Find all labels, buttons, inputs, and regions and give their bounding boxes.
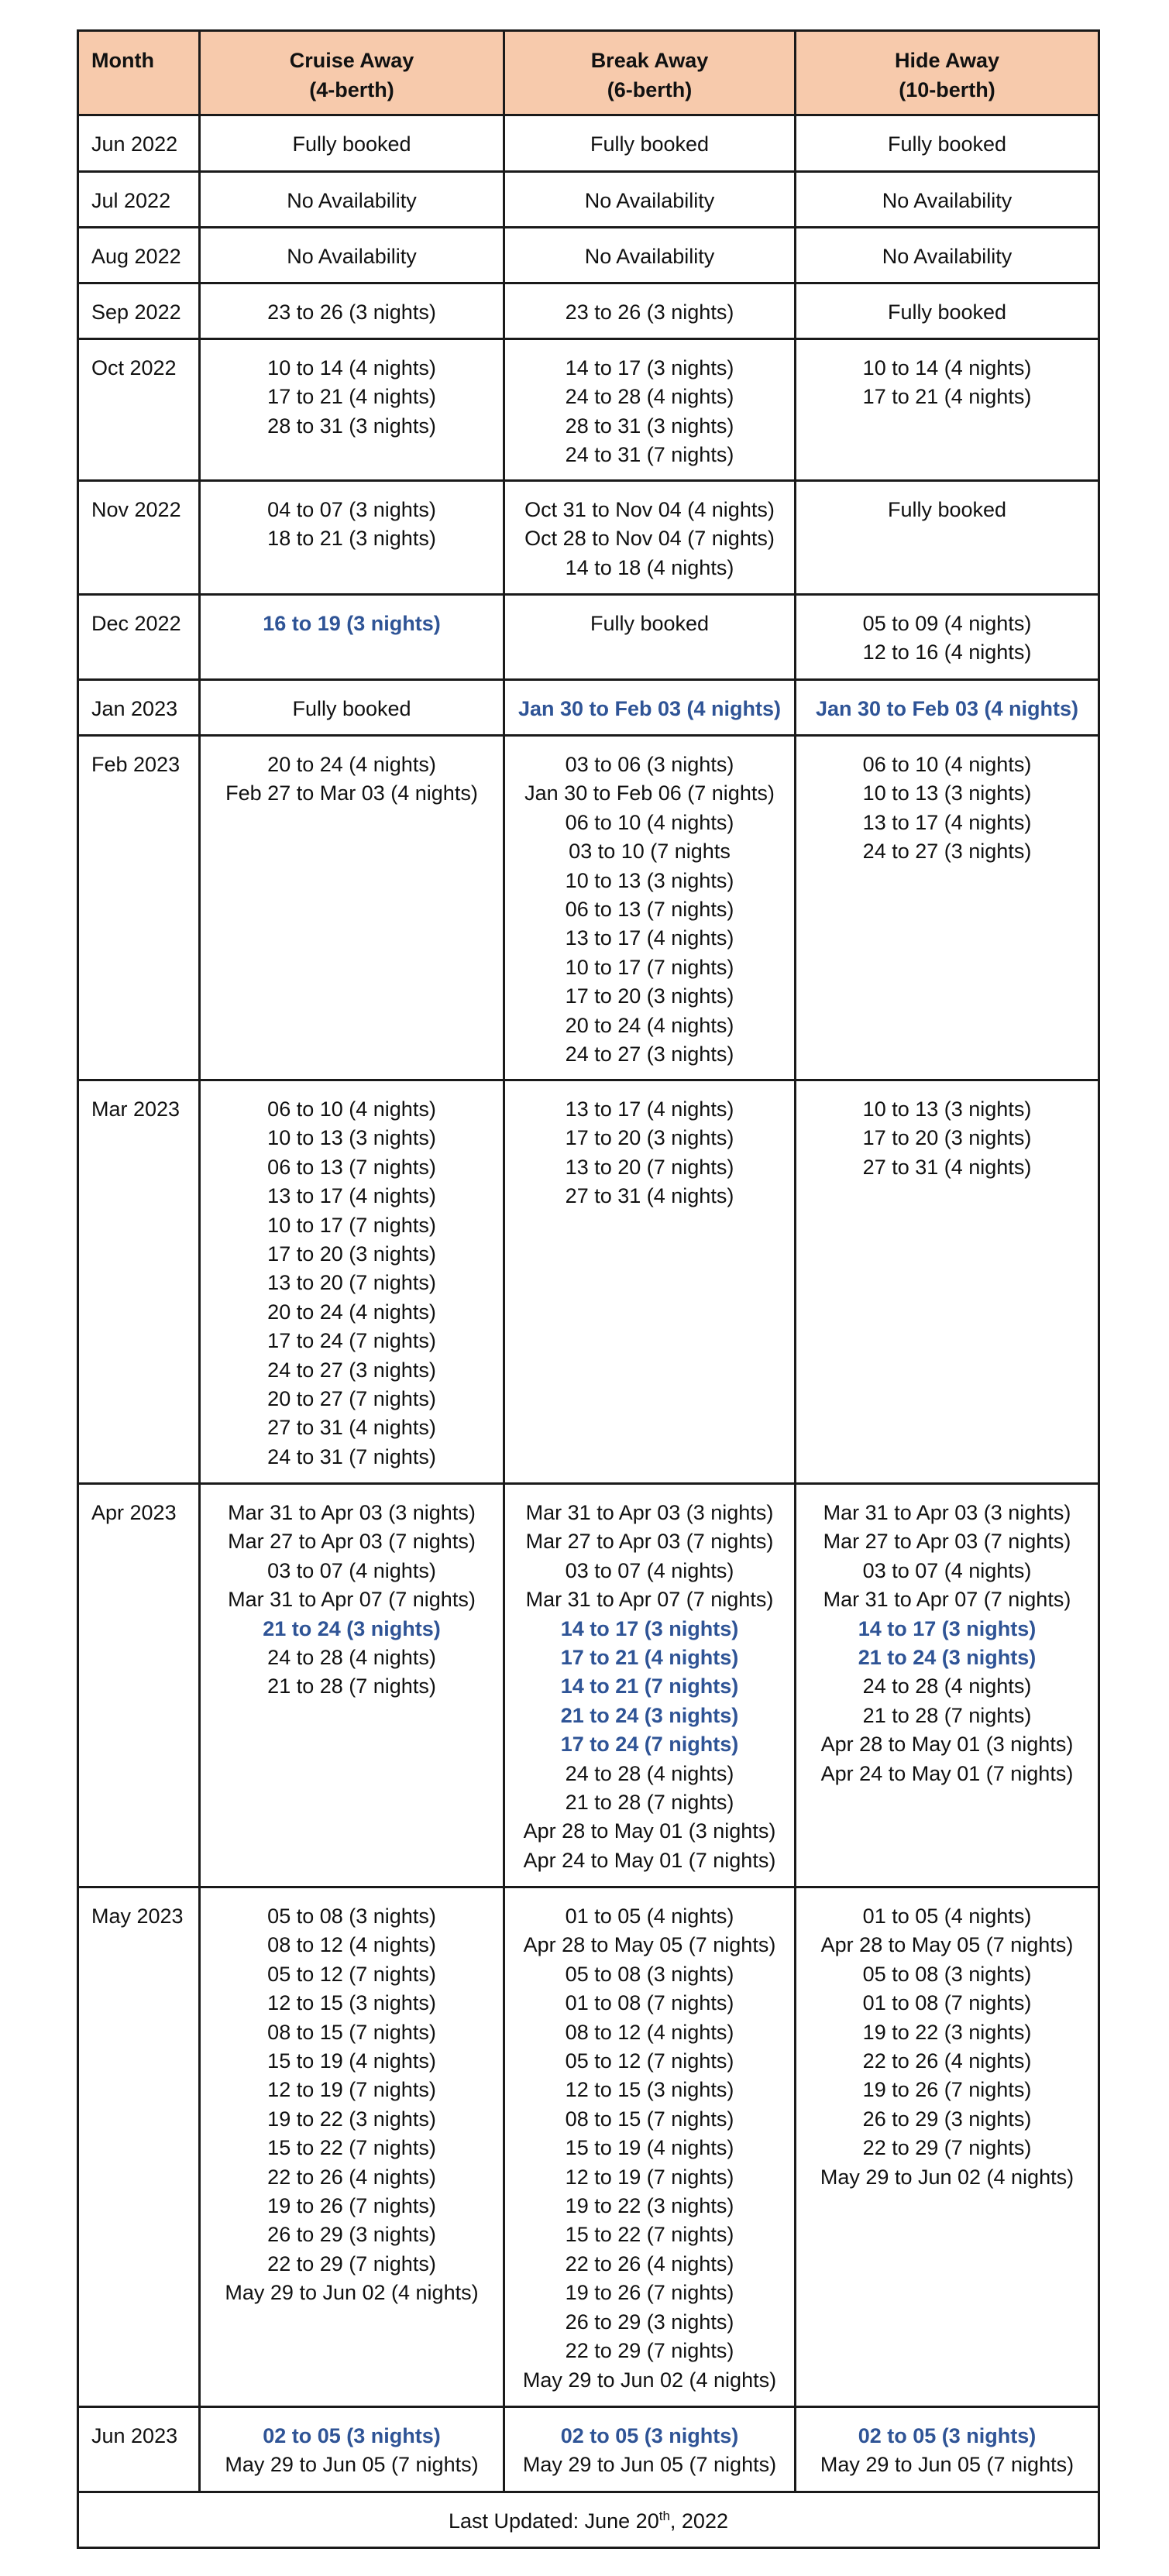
month-cell: Oct 2022 xyxy=(78,339,200,481)
table-body xyxy=(78,115,1099,2492)
availability-entry: 10 to 13 (3 nights) xyxy=(862,781,1032,805)
availability-entry: Mar 31 to Apr 03 (3 nights) xyxy=(525,1501,774,1524)
availability-entry: 05 to 12 (7 nights) xyxy=(267,1962,436,1986)
availability-entry: 08 to 15 (7 nights) xyxy=(565,2107,734,2131)
break-away-column-header xyxy=(504,31,796,115)
header-row xyxy=(78,31,1099,115)
availability-entry: 26 to 29 (3 nights) xyxy=(862,2107,1032,2131)
column-name: Cruise Away xyxy=(289,49,414,72)
availability-entry: Fully booked xyxy=(590,612,710,635)
hide-away-availability-cell xyxy=(796,228,1099,283)
highlighted-availability-entry: 02 to 05 (3 nights) xyxy=(263,2424,441,2447)
availability-entry: 03 to 10 (7 nights xyxy=(569,840,731,864)
availability-entry: Fully booked xyxy=(292,132,411,156)
month-cell: Feb 2023 xyxy=(78,736,200,1080)
highlighted-availability-entry: 17 to 24 (7 nights) xyxy=(560,1733,739,1757)
hide-away-availability-cell xyxy=(796,481,1099,595)
cruise-away-availability-cell xyxy=(200,2407,504,2492)
availability-entry: 22 to 26 (4 nights) xyxy=(862,2049,1032,2073)
availability-entry: May 29 to Jun 05 (7 nights) xyxy=(225,2453,479,2477)
availability-entry: Mar 27 to Apr 03 (7 nights) xyxy=(823,1530,1071,1554)
availability-entry: 05 to 09 (4 nights) xyxy=(862,612,1032,635)
break-away-availability-cell xyxy=(504,228,796,283)
availability-entry: 01 to 05 (4 nights) xyxy=(565,1905,734,1928)
column-name: Break Away xyxy=(590,49,709,72)
column-berth: (4-berth) xyxy=(309,78,394,101)
availability-entry: 06 to 13 (7 nights) xyxy=(267,1155,436,1179)
availability-entry: No Availability xyxy=(287,245,417,268)
last-updated xyxy=(78,2492,1099,2548)
availability-entry: 17 to 21 (4 nights) xyxy=(862,385,1032,409)
availability-entry: 27 to 31 (4 nights) xyxy=(862,1155,1032,1179)
table-row xyxy=(78,228,1099,283)
availability-entry: 19 to 26 (7 nights) xyxy=(862,2078,1032,2102)
availability-entry: 24 to 28 (4 nights) xyxy=(565,1761,734,1785)
availability-entry: 13 to 20 (7 nights) xyxy=(565,1155,734,1179)
availability-entry: 28 to 31 (3 nights) xyxy=(565,414,734,438)
availability-entry: 15 to 19 (4 nights) xyxy=(565,2136,734,2160)
month-cell: Jul 2022 xyxy=(78,172,200,228)
cruise-away-availability-cell xyxy=(200,115,504,172)
availability-entry: 21 to 28 (7 nights) xyxy=(267,1674,436,1698)
availability-entry: 01 to 05 (4 nights) xyxy=(862,1905,1032,1928)
availability-entry: 10 to 13 (3 nights) xyxy=(565,868,734,892)
break-away-availability-cell xyxy=(504,680,796,736)
availability-entry: 20 to 24 (4 nights) xyxy=(267,753,436,776)
month-cell: Aug 2022 xyxy=(78,228,200,283)
availability-entry: 03 to 07 (4 nights) xyxy=(565,1558,734,1582)
table-row xyxy=(78,1484,1099,1887)
hide-away-availability-cell xyxy=(796,339,1099,481)
availability-entry: 05 to 08 (3 nights) xyxy=(862,1962,1032,1986)
availability-entry: 27 to 31 (4 nights) xyxy=(267,1416,436,1440)
month-cell: Jun 2022 xyxy=(78,115,200,172)
availability-entry: 10 to 13 (3 nights) xyxy=(862,1097,1032,1121)
availability-entry: 08 to 12 (4 nights) xyxy=(565,2020,734,2044)
availability-entry: 06 to 10 (4 nights) xyxy=(862,753,1032,776)
table-row xyxy=(78,680,1099,736)
availability-entry: 24 to 27 (3 nights) xyxy=(267,1358,436,1382)
highlighted-availability-entry: 21 to 24 (3 nights) xyxy=(560,1703,739,1727)
hide-away-availability-cell xyxy=(796,1484,1099,1887)
availability-entry: May 29 to Jun 02 (4 nights) xyxy=(225,2281,479,2305)
month-cell: Dec 2022 xyxy=(78,595,200,680)
availability-entry: 03 to 07 (4 nights) xyxy=(862,1558,1032,1582)
availability-entry: 01 to 08 (7 nights) xyxy=(565,1991,734,2015)
availability-entry: Apr 28 to May 01 (3 nights) xyxy=(820,1733,1074,1757)
highlighted-availability-entry: 02 to 05 (3 nights) xyxy=(858,2424,1037,2447)
table-row xyxy=(78,595,1099,680)
availability-entry: 10 to 13 (3 nights) xyxy=(267,1126,436,1150)
availability-entry: Fully booked xyxy=(590,132,710,156)
availability-entry: 04 to 07 (3 nights) xyxy=(267,498,436,521)
footer-row xyxy=(78,2492,1099,2548)
break-away-availability-cell xyxy=(504,1080,796,1484)
availability-entry: No Availability xyxy=(584,245,715,268)
availability-entry: 17 to 20 (3 nights) xyxy=(267,1242,436,1266)
availability-entry: Feb 27 to Mar 03 (4 nights) xyxy=(225,781,478,805)
cruise-away-availability-cell xyxy=(200,172,504,228)
availability-entry: 13 to 20 (7 nights) xyxy=(267,1271,436,1295)
availability-entry: Fully booked xyxy=(887,132,1007,156)
cruise-away-availability-cell xyxy=(200,680,504,736)
availability-entry: 12 to 15 (3 nights) xyxy=(267,1991,436,2015)
availability-entry: 23 to 26 (3 nights) xyxy=(565,301,734,324)
availability-table xyxy=(77,29,1100,2549)
highlighted-availability-entry: 16 to 19 (3 nights) xyxy=(263,612,441,635)
availability-entry: 19 to 22 (3 nights) xyxy=(565,2194,734,2218)
last-updated-ordinal: th xyxy=(658,2509,670,2523)
highlighted-availability-entry: 21 to 24 (3 nights) xyxy=(858,1646,1037,1670)
availability-entry: 21 to 28 (7 nights) xyxy=(862,1703,1032,1727)
availability-entry: 17 to 24 (7 nights) xyxy=(267,1329,436,1353)
availability-entry: 06 to 10 (4 nights) xyxy=(565,810,734,834)
hide-away-availability-cell xyxy=(796,680,1099,736)
hide-away-availability-cell xyxy=(796,172,1099,228)
availability-entry: Mar 31 to Apr 03 (3 nights) xyxy=(823,1501,1071,1524)
column-berth: (6-berth) xyxy=(607,78,693,101)
availability-entry: 14 to 17 (3 nights) xyxy=(565,356,734,380)
availability-entry: Apr 24 to May 01 (7 nights) xyxy=(523,1848,776,1872)
cruise-away-availability-cell xyxy=(200,595,504,680)
highlighted-availability-entry: 14 to 17 (3 nights) xyxy=(858,1616,1037,1640)
availability-entry: 23 to 26 (3 nights) xyxy=(267,301,436,324)
availability-entry: May 29 to Jun 02 (4 nights) xyxy=(522,2368,777,2392)
availability-entry: Fully booked xyxy=(887,301,1007,324)
availability-entry: 20 to 27 (7 nights) xyxy=(267,1387,436,1411)
availability-entry: 13 to 17 (4 nights) xyxy=(862,810,1032,834)
availability-entry: 20 to 24 (4 nights) xyxy=(565,1013,734,1037)
availability-entry: 18 to 21 (3 nights) xyxy=(267,527,436,551)
month-cell: Mar 2023 xyxy=(78,1080,200,1484)
cruise-away-availability-cell xyxy=(200,228,504,283)
availability-entry: 13 to 17 (4 nights) xyxy=(565,926,734,950)
break-away-availability-cell xyxy=(504,481,796,595)
availability-entry: 15 to 22 (7 nights) xyxy=(565,2223,734,2247)
cruise-away-availability-cell xyxy=(200,339,504,481)
availability-entry: 10 to 17 (7 nights) xyxy=(267,1213,436,1237)
availability-entry: No Availability xyxy=(287,189,417,212)
availability-entry: Apr 28 to May 05 (7 nights) xyxy=(820,1933,1074,1957)
hide-away-availability-cell xyxy=(796,2407,1099,2492)
availability-entry: 17 to 20 (3 nights) xyxy=(565,1126,734,1150)
last-updated-suffix: , 2022 xyxy=(669,2509,728,2533)
availability-entry: 10 to 14 (4 nights) xyxy=(267,356,436,380)
column-berth: (10-berth) xyxy=(899,78,995,101)
availability-entry: 24 to 28 (4 nights) xyxy=(565,385,734,409)
availability-entry: 05 to 12 (7 nights) xyxy=(565,2049,734,2073)
break-away-availability-cell xyxy=(504,1887,796,2407)
month-cell: Apr 2023 xyxy=(78,1484,200,1887)
hide-away-availability-cell xyxy=(796,1887,1099,2407)
availability-entry: No Availability xyxy=(882,189,1013,212)
availability-entry: 19 to 22 (3 nights) xyxy=(267,2107,436,2131)
availability-entry: Oct 28 to Nov 04 (7 nights) xyxy=(524,527,775,551)
availability-entry: 08 to 12 (4 nights) xyxy=(267,1933,436,1957)
hide-away-availability-cell xyxy=(796,595,1099,680)
availability-entry: 24 to 27 (3 nights) xyxy=(862,840,1032,864)
availability-entry: 22 to 29 (7 nights) xyxy=(565,2339,734,2363)
availability-entry: No Availability xyxy=(882,245,1013,268)
table-row xyxy=(78,2407,1099,2492)
last-updated-prefix: Last Updated: June 20 xyxy=(449,2509,659,2533)
table-row xyxy=(78,339,1099,481)
availability-entry: Mar 31 to Apr 07 (7 nights) xyxy=(823,1588,1071,1612)
break-away-availability-cell xyxy=(504,595,796,680)
availability-entry: 22 to 29 (7 nights) xyxy=(862,2136,1032,2160)
break-away-availability-cell xyxy=(504,1484,796,1887)
table-row xyxy=(78,1080,1099,1484)
availability-entry: 24 to 28 (4 nights) xyxy=(862,1674,1032,1698)
availability-entry: 08 to 15 (7 nights) xyxy=(267,2020,436,2044)
availability-entry: 17 to 21 (4 nights) xyxy=(267,385,436,409)
availability-entry: 15 to 19 (4 nights) xyxy=(267,2049,436,2073)
availability-entry: Mar 27 to Apr 03 (7 nights) xyxy=(525,1530,774,1554)
availability-entry: Apr 24 to May 01 (7 nights) xyxy=(820,1761,1074,1785)
cruise-away-column-header xyxy=(200,31,504,115)
availability-entry: 24 to 31 (7 nights) xyxy=(565,443,734,467)
highlighted-availability-entry: 17 to 21 (4 nights) xyxy=(560,1646,739,1670)
hide-away-column-header xyxy=(796,31,1099,115)
availability-entry: 12 to 16 (4 nights) xyxy=(862,641,1032,665)
availability-entry: 01 to 08 (7 nights) xyxy=(862,1991,1032,2015)
hide-away-availability-cell xyxy=(796,736,1099,1080)
availability-entry: 21 to 28 (7 nights) xyxy=(565,1791,734,1815)
availability-entry: 03 to 07 (4 nights) xyxy=(267,1558,436,1582)
availability-entry: 12 to 19 (7 nights) xyxy=(267,2078,436,2102)
month-cell: May 2023 xyxy=(78,1887,200,2407)
availability-entry: 15 to 22 (7 nights) xyxy=(267,2136,436,2160)
availability-entry: No Availability xyxy=(584,189,715,212)
availability-entry: 05 to 08 (3 nights) xyxy=(267,1905,436,1928)
availability-entry: 06 to 10 (4 nights) xyxy=(267,1097,436,1121)
break-away-availability-cell xyxy=(504,115,796,172)
availability-entry: 06 to 13 (7 nights) xyxy=(565,898,734,922)
highlighted-availability-entry: Jan 30 to Feb 03 (4 nights) xyxy=(517,697,782,720)
availability-entry: 17 to 20 (3 nights) xyxy=(565,984,734,1008)
highlighted-availability-entry: 14 to 17 (3 nights) xyxy=(560,1616,739,1640)
availability-entry: May 29 to Jun 05 (7 nights) xyxy=(522,2453,777,2477)
cruise-away-availability-cell xyxy=(200,1080,504,1484)
availability-entry: Mar 31 to Apr 07 (7 nights) xyxy=(228,1588,476,1612)
month-cell: Jan 2023 xyxy=(78,680,200,736)
availability-entry: Mar 31 to Apr 03 (3 nights) xyxy=(228,1501,476,1524)
table-row xyxy=(78,283,1099,339)
table-row xyxy=(78,115,1099,172)
availability-entry: 22 to 29 (7 nights) xyxy=(267,2251,436,2275)
break-away-availability-cell xyxy=(504,2407,796,2492)
availability-entry: 24 to 31 (7 nights) xyxy=(267,1444,436,1468)
availability-entry: 12 to 15 (3 nights) xyxy=(565,2078,734,2102)
cruise-away-availability-cell xyxy=(200,481,504,595)
month-cell: Nov 2022 xyxy=(78,481,200,595)
month-cell: Sep 2022 xyxy=(78,283,200,339)
highlighted-availability-entry: 14 to 21 (7 nights) xyxy=(560,1674,739,1698)
availability-entry: Apr 28 to May 05 (7 nights) xyxy=(523,1933,776,1957)
cruise-away-availability-cell xyxy=(200,1484,504,1887)
availability-entry: 28 to 31 (3 nights) xyxy=(267,414,436,438)
table-row xyxy=(78,481,1099,595)
availability-entry: 27 to 31 (4 nights) xyxy=(565,1184,734,1208)
availability-entry: 14 to 18 (4 nights) xyxy=(565,555,734,579)
availability-entry: 19 to 26 (7 nights) xyxy=(565,2281,734,2305)
break-away-availability-cell xyxy=(504,172,796,228)
availability-entry: Fully booked xyxy=(887,498,1007,521)
cruise-away-availability-cell xyxy=(200,1887,504,2407)
availability-entry: 13 to 17 (4 nights) xyxy=(267,1184,436,1208)
highlighted-availability-entry: 21 to 24 (3 nights) xyxy=(263,1616,441,1640)
availability-entry: 10 to 17 (7 nights) xyxy=(565,955,734,979)
availability-entry: 22 to 26 (4 nights) xyxy=(565,2251,734,2275)
break-away-availability-cell xyxy=(504,339,796,481)
availability-entry: Jan 30 to Feb 06 (7 nights) xyxy=(524,781,775,805)
availability-entry: 10 to 14 (4 nights) xyxy=(862,356,1032,380)
highlighted-availability-entry: Jan 30 to Feb 03 (4 nights) xyxy=(815,697,1079,720)
availability-entry: 26 to 29 (3 nights) xyxy=(267,2223,436,2247)
availability-entry: 19 to 26 (7 nights) xyxy=(267,2194,436,2218)
table-row xyxy=(78,172,1099,228)
availability-entry: 20 to 24 (4 nights) xyxy=(267,1300,436,1324)
break-away-availability-cell xyxy=(504,736,796,1080)
table-row xyxy=(78,1887,1099,2407)
availability-entry: 17 to 20 (3 nights) xyxy=(862,1126,1032,1150)
availability-entry: 03 to 06 (3 nights) xyxy=(565,753,734,776)
availability-entry: May 29 to Jun 02 (4 nights) xyxy=(820,2165,1074,2189)
hide-away-availability-cell xyxy=(796,115,1099,172)
availability-entry: Mar 31 to Apr 07 (7 nights) xyxy=(525,1588,774,1612)
availability-entry: 19 to 22 (3 nights) xyxy=(862,2020,1032,2044)
availability-entry: 12 to 19 (7 nights) xyxy=(565,2165,734,2189)
cruise-away-availability-cell xyxy=(200,736,504,1080)
month-column-header: Month xyxy=(78,31,200,115)
break-away-availability-cell xyxy=(504,283,796,339)
availability-entry: Oct 31 to Nov 04 (4 nights) xyxy=(524,498,775,521)
availability-entry: 22 to 26 (4 nights) xyxy=(267,2165,436,2189)
availability-entry: 13 to 17 (4 nights) xyxy=(565,1097,734,1121)
cruise-away-availability-cell xyxy=(200,283,504,339)
availability-entry: 24 to 27 (3 nights) xyxy=(565,1042,734,1066)
month-cell: Jun 2023 xyxy=(78,2407,200,2492)
availability-entry: Apr 28 to May 01 (3 nights) xyxy=(523,1819,776,1843)
table-row xyxy=(78,736,1099,1080)
hide-away-availability-cell xyxy=(796,283,1099,339)
hide-away-availability-cell xyxy=(796,1080,1099,1484)
availability-entry: 26 to 29 (3 nights) xyxy=(565,2310,734,2334)
availability-entry: 05 to 08 (3 nights) xyxy=(565,1962,734,1986)
availability-entry: Mar 27 to Apr 03 (7 nights) xyxy=(228,1530,476,1554)
column-name: Hide Away xyxy=(894,49,1000,72)
highlighted-availability-entry: 02 to 05 (3 nights) xyxy=(560,2424,739,2447)
availability-entry: 24 to 28 (4 nights) xyxy=(267,1646,436,1670)
availability-entry: May 29 to Jun 05 (7 nights) xyxy=(820,2453,1074,2477)
availability-entry: Fully booked xyxy=(292,697,411,720)
